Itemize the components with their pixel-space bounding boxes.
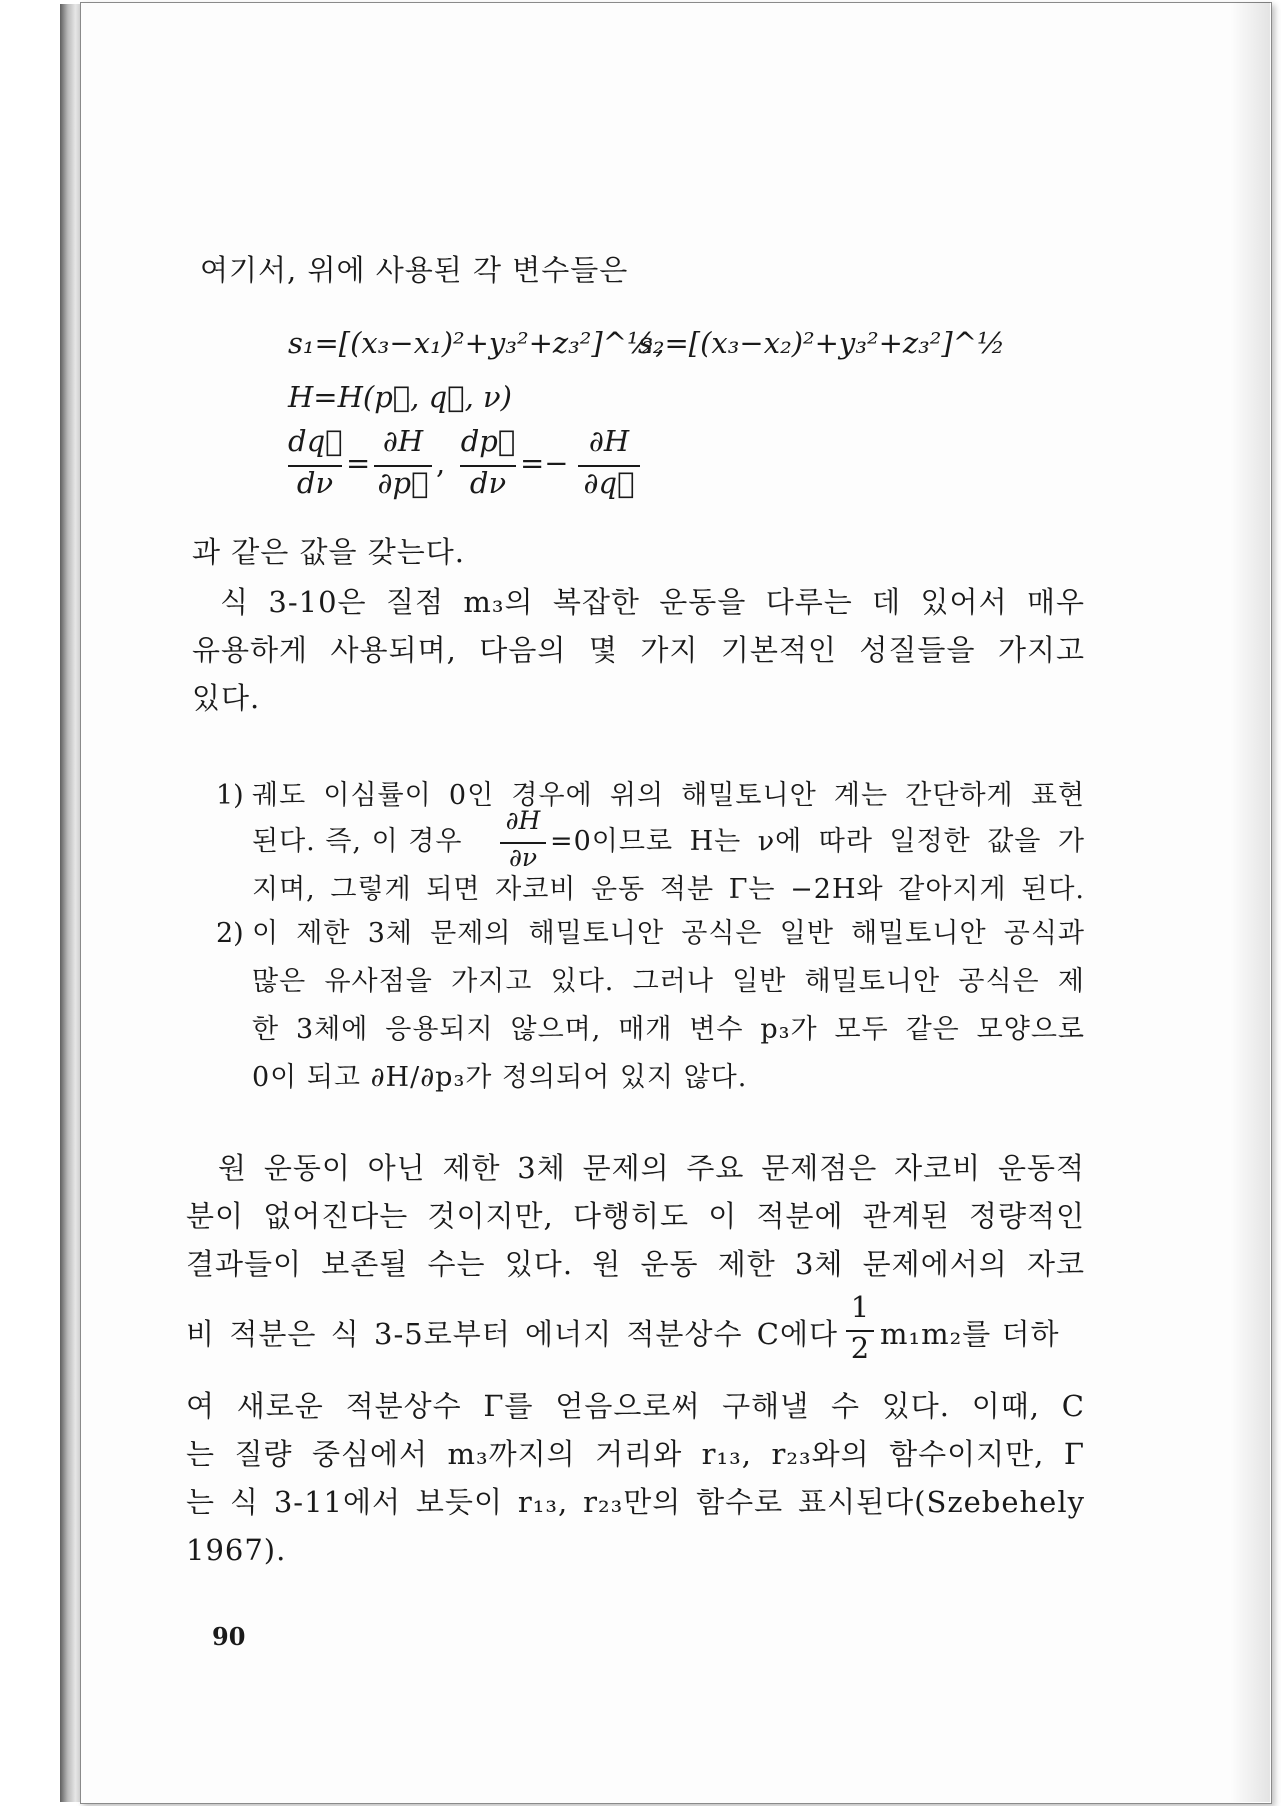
- para2-line-7: 는 식 3-11에서 보듯이 r₁₃, r₂₃만의 함수로 표시된다(Szebehely: [186, 1485, 1085, 1519]
- list-item-1-line-3: 지며, 그렇게 되면 자코비 운동 적분 Γ는 −2H와 같아지게 된다.: [252, 874, 1085, 905]
- eq-sign-1: =: [346, 446, 371, 480]
- list-item-2-line-3: 한 3체에 응용되지 않으며, 매개 변수 p₃가 모두 같은 모양으로: [252, 1014, 1085, 1045]
- half-den: 2: [850, 1331, 870, 1365]
- equation-s2: s₂=[(x₃−x₂)²+y₃²+z₃²]^½: [638, 326, 1006, 360]
- book-spine-edge: [60, 4, 82, 1802]
- para2-line-4b: m₁m₂를 더하: [880, 1317, 1060, 1351]
- para1-line-3: 있다.: [192, 681, 261, 715]
- para2-line-5: 여 새로운 적분상수 Γ를 얻음으로써 구해낼 수 있다. 이때, C: [186, 1389, 1085, 1423]
- intro-line: 여기서, 위에 사용된 각 변수들은: [200, 253, 629, 287]
- ham-mid-num: ∂H: [382, 424, 424, 458]
- list-item-1-frac-num: ∂H: [505, 806, 541, 835]
- ham-far-num: ∂H: [588, 424, 630, 458]
- comma: ,: [436, 446, 446, 480]
- para2-line-4a: 비 적분은 식 3-5로부터 에너지 적분상수 C에다: [186, 1317, 838, 1351]
- list-item-2-line-4: 0이 되고 ∂H/∂p₃가 정의되어 있지 않다.: [252, 1062, 748, 1093]
- eq-sign-2: =−: [520, 446, 569, 480]
- equation-h: H=H(p⃗, q⃗, ν): [288, 380, 512, 414]
- para2-line-3: 결과들이 보존될 수는 있다. 원 운동 제한 3체 문제에서의 자코: [186, 1247, 1085, 1281]
- list-item-1-line-2a: 된다. 즉, 이 경우: [252, 826, 463, 857]
- ham-left-num: dq⃗: [288, 424, 343, 458]
- para1-line-2: 유용하게 사용되며, 다음의 몇 가지 기본적인 성질들을 가지고: [192, 633, 1085, 667]
- ham-right-den: dν: [469, 466, 507, 500]
- ham-mid-den: ∂p⃗: [377, 466, 429, 500]
- para1-line-1: 식 3-10은 질점 m₃의 복잡한 운동을 다루는 데 있어서 매우: [220, 585, 1085, 619]
- list-item-2-line-2: 많은 유사점을 가지고 있다. 그러나 일반 해밀토니안 공식은 제: [252, 966, 1085, 997]
- page-number: 90: [212, 1622, 246, 1651]
- list-item-1-line-1: 궤도 이심률이 0인 경우에 위의 해밀토니안 계는 간단하게 표현: [252, 780, 1085, 811]
- list-item-2-number: 2): [216, 918, 244, 949]
- equation-s1: s₁=[(x₃−x₁)²+y₃²+z₃²]^½,: [288, 326, 665, 360]
- list-item-2-line-1: 이 제한 3체 문제의 해밀토니안 공식은 일반 해밀토니안 공식과: [252, 918, 1085, 949]
- para2-line-1: 원 운동이 아닌 제한 3체 문제의 주요 문제점은 자코비 운동적: [218, 1151, 1085, 1185]
- list-item-1-line-2b: =0이므로 H는 ν에 따라 일정한 값을 가: [550, 826, 1085, 857]
- half-num: 1: [850, 1290, 870, 1324]
- para2-line-6: 는 질량 중심에서 m₃까지의 거리와 r₁₃, r₂₃와의 함수이지만, Γ: [186, 1437, 1085, 1471]
- para2-line-2: 분이 없어진다는 것이지만, 다행히도 이 적분에 관계된 정량적인: [186, 1199, 1085, 1233]
- after-equation-text: 과 같은 값을 갖는다.: [192, 535, 465, 569]
- list-item-1-number: 1): [216, 780, 244, 811]
- ham-far-den: ∂q⃗: [583, 466, 635, 500]
- ham-left-den: dν: [296, 466, 334, 500]
- para2-line-8: 1967).: [186, 1533, 287, 1567]
- ham-right-num: dp⃗: [460, 424, 516, 458]
- list-item-1-frac-den: ∂ν: [508, 843, 538, 872]
- page-shadow: [1230, 2, 1270, 1802]
